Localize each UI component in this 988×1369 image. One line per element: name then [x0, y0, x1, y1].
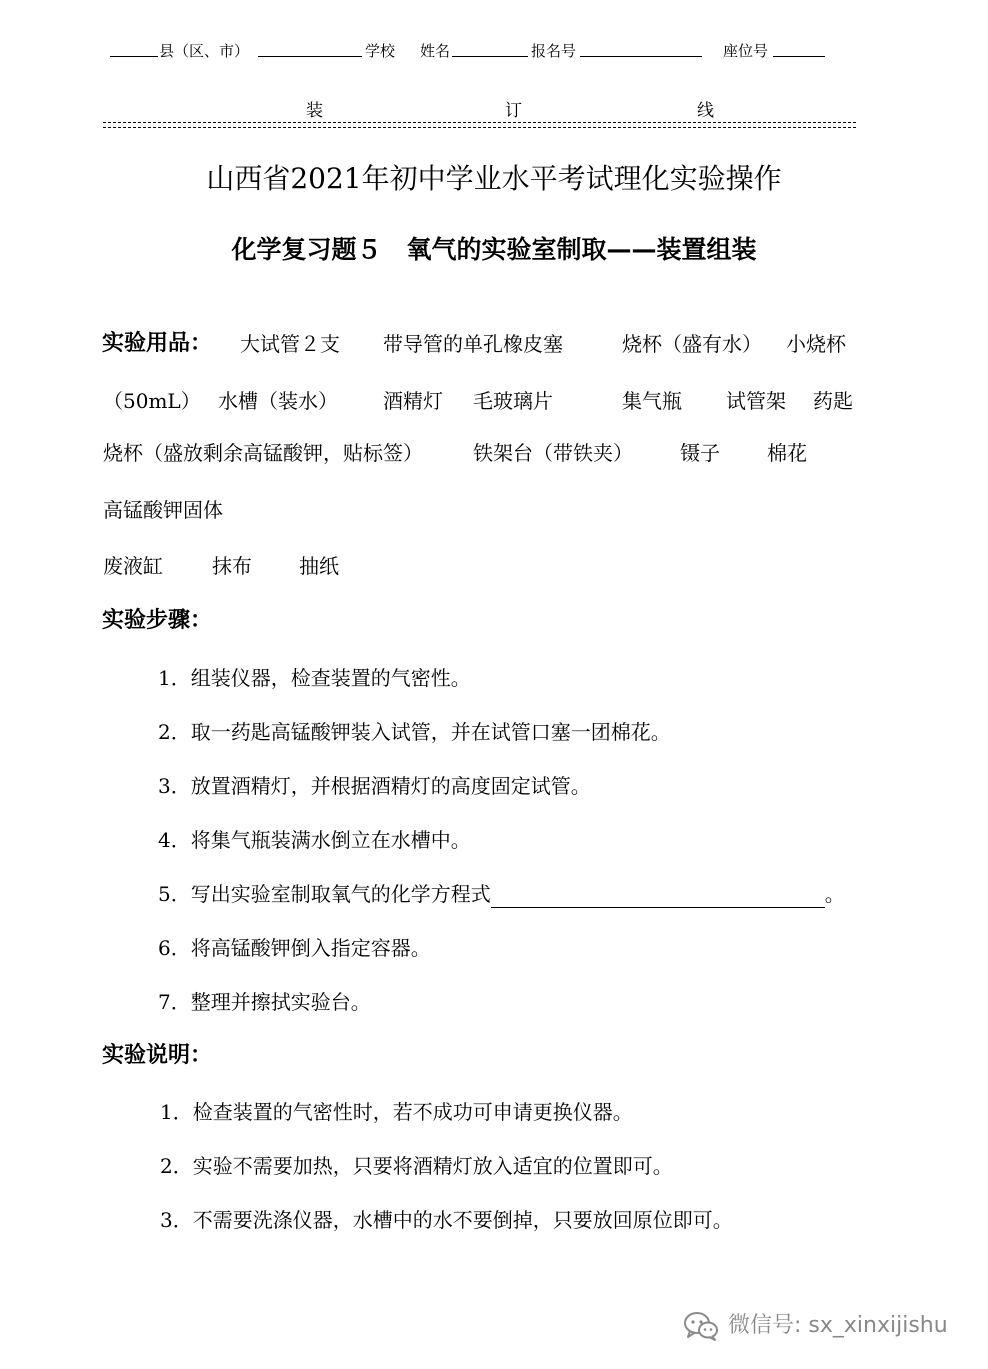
note-item	[160, 1206, 733, 1234]
exam-no-blank	[580, 42, 702, 57]
material-item: 高锰酸钾固体	[103, 498, 223, 522]
step-text: 放置酒精灯，并根据酒精灯的高度固定试管。	[190, 774, 591, 798]
material-item: 试管架	[726, 389, 786, 413]
page-subtitle: 化学复习题５ 氧气的实验室制取——装置组装	[231, 235, 757, 264]
note-number: 1．	[160, 1100, 193, 1124]
step-text: 将集气瓶装满水倒立在水槽中。	[190, 828, 471, 852]
step-text: 整理并擦拭实验台。	[190, 990, 371, 1014]
step-number: 5．	[158, 882, 191, 906]
watermark-text: 微信号: sx_xinxijishu	[728, 1313, 948, 1338]
step-item	[158, 826, 471, 854]
note-number: 3．	[160, 1208, 193, 1232]
material-item: 集气瓶	[622, 389, 682, 413]
material-item: （50mL）	[103, 389, 201, 413]
material-item: 毛玻璃片	[473, 389, 553, 413]
note-item	[160, 1098, 633, 1126]
material-item: 小烧杯	[786, 332, 846, 356]
note-number: 2．	[160, 1154, 193, 1178]
county-blank	[110, 42, 158, 57]
step-text: 取一药匙高锰酸钾装入试管，并在试管口塞一团棉花。	[190, 720, 671, 744]
binding-dashed-line	[103, 122, 856, 123]
step-item	[158, 664, 471, 692]
step-text: 将高锰酸钾倒入指定容器。	[190, 936, 431, 960]
material-item: 抹布	[212, 554, 252, 578]
seat-no-label: 座位号	[723, 42, 769, 60]
binding-char: 装	[306, 101, 323, 121]
school-label: 学校	[365, 42, 396, 60]
material-item: 大试管２支	[240, 332, 340, 356]
material-item: 棉花	[767, 441, 807, 465]
steps-heading: 实验步骤：	[102, 608, 213, 633]
step-item	[158, 988, 371, 1016]
material-item: 酒精灯	[383, 389, 443, 413]
material-item: 药匙	[813, 389, 853, 413]
material-item: 烧杯（盛放剩余高锰酸钾，贴标签）	[103, 441, 423, 465]
seat-no-blank	[773, 42, 825, 57]
school-blank	[258, 42, 362, 57]
notes-heading: 实验说明：	[102, 1043, 213, 1068]
materials-heading: 实验用品：	[102, 331, 213, 356]
step-number: 2．	[158, 720, 191, 744]
step-item	[158, 880, 845, 908]
county-label: 县（区、市）	[159, 42, 250, 60]
step-text: 组装仪器，检查装置的气密性。	[190, 666, 471, 690]
step-number: 4．	[158, 828, 191, 852]
name-label: 姓名	[420, 42, 451, 60]
material-item: 抽纸	[299, 554, 339, 578]
page-title: 山西省2021年初中学业水平考试理化实验操作	[206, 162, 782, 195]
material-item: 镊子	[680, 441, 720, 465]
step-number: 6．	[158, 936, 191, 960]
step-item	[158, 934, 431, 962]
step-item	[158, 718, 671, 746]
binding-dashed-line	[103, 127, 856, 128]
wechat-icon	[682, 1310, 720, 1342]
note-text: 检查装置的气密性时，若不成功可申请更换仪器。	[192, 1100, 633, 1124]
material-item: 水槽（装水）	[218, 389, 338, 413]
watermark	[682, 1308, 972, 1344]
step-number: 1．	[158, 666, 191, 690]
step-number: 3．	[158, 774, 191, 798]
step-number: 7．	[158, 990, 191, 1014]
material-item: 铁架台（带铁夹）	[473, 441, 633, 465]
step-item	[158, 772, 591, 800]
equation-blank	[491, 885, 825, 908]
binding-char: 线	[697, 101, 714, 121]
name-blank	[452, 42, 528, 57]
material-item: 废液缸	[103, 554, 163, 578]
note-item	[160, 1152, 673, 1180]
binding-char: 订	[505, 101, 522, 121]
material-item: 烧杯（盛有水）	[622, 332, 762, 356]
note-text: 不需要洗涤仪器，水槽中的水不要倒掉，只要放回原位即可。	[192, 1208, 733, 1232]
note-text: 实验不需要加热，只要将酒精灯放入适宜的位置即可。	[192, 1154, 673, 1178]
exam-no-label: 报名号	[531, 42, 577, 60]
step-text: 写出实验室制取氧气的化学方程式	[190, 882, 491, 906]
step-tail: 。	[824, 882, 845, 906]
material-item: 带导管的单孔橡皮塞	[383, 332, 563, 356]
